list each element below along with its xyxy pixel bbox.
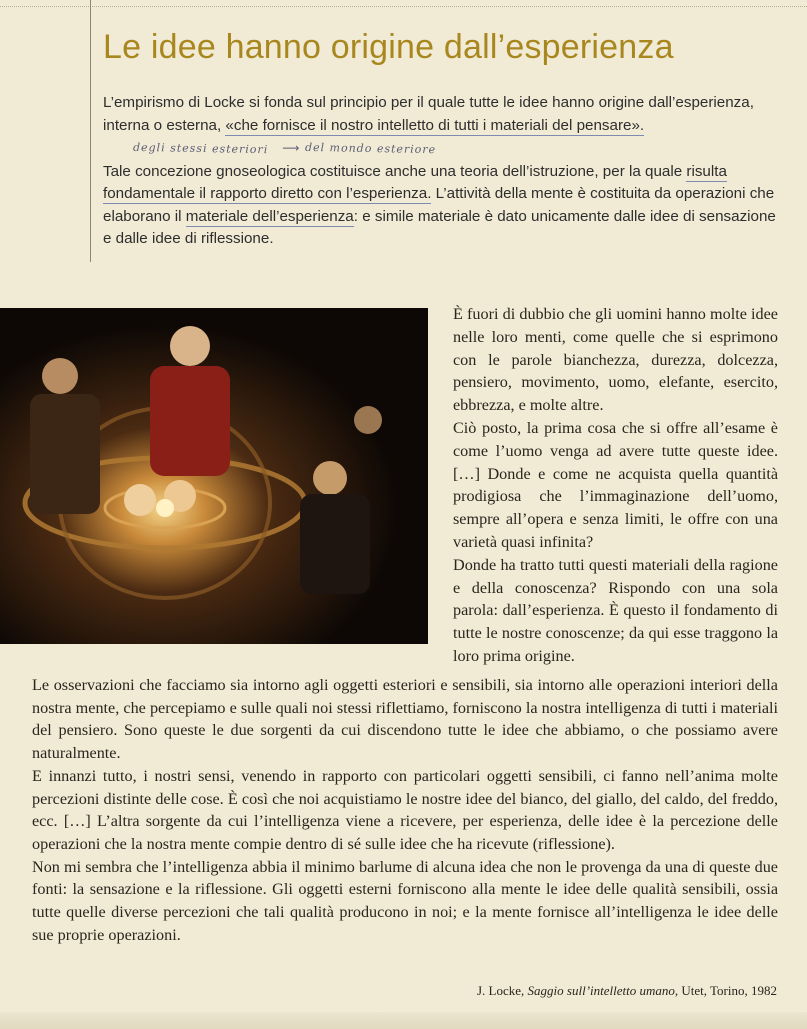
body-paragraph-1: Le osservazioni che facciamo sia intorno agli oggetti esteriori e sensibili, sia intorno alle operazioni interiori della nostra mente, che percepiamo e sulle quali noi stessi riflettiamo, forniscono la nostra intelligenza di tutti i materiali del pensiero. Sono queste le due sorgenti da cui discendono tutte le idee che abbiamo, o che possiamo avere naturalmente. bbox=[32, 676, 778, 763]
page-title: Le idee hanno origine dall’esperienza bbox=[103, 28, 674, 66]
intro-p2-text-c: : e simile materiale è dato unicamente dalle idee di sensazione e dalle idee di riflessione. bbox=[103, 207, 776, 247]
top-dotted-rule bbox=[0, 6, 807, 7]
body-paragraph-2: E innanzi tutto, i nostri sensi, venendo in rapporto con particolari oggetti sensibili, ci fanno nell’anima molte percezioni distinte delle cose. È così che noi acquistiamo le nostre idee del bianco, del giallo, del caldo, del freddo, ecc. […] L’altra sorgente da cui l’intelligenza viene a ricevere, per esperienza, delle idee è la percezione delle operazioni che la nostra mente compie dentro di sé sulle idee che ha ricevute (riflessione). bbox=[32, 766, 778, 853]
body-paragraph-3: Non mi sembra che l’intelligenza abbia il minimo barlume di alcuna idea che non le provenga da una di queste due fonti: la sensazione e la riflessione. Gli oggetti esterni forniscono alla mente le idee delle qualità sensibili, ossia tutte quelle diverse percezioni che tali qualità producono in noi; e la mente fornisce all’intelligenza le idee delle sue proprie operazioni. bbox=[32, 857, 778, 944]
intro-p2-highlight-2: materiale dell’esperienza bbox=[185, 207, 354, 225]
intro-side-rule bbox=[90, 0, 91, 262]
intro-p1-quote: «che fornisce il nostro intelletto di tutti i materiali del pensare». bbox=[225, 116, 645, 134]
quote-body bbox=[32, 674, 778, 946]
intro-p2-text-b: L’attività della mente è costituita da operazioni che elaborano il bbox=[103, 185, 775, 225]
orrery-painting bbox=[0, 308, 428, 644]
handwritten-annotation: degli stessi esteriori bbox=[132, 140, 269, 157]
painting-illustration bbox=[0, 308, 428, 644]
citation-author: J. Locke, bbox=[477, 983, 528, 998]
handwritten-arrow-icon: ⟶ bbox=[282, 141, 300, 155]
handwritten-annotation-2: del mondo esteriore bbox=[305, 140, 437, 157]
quote-side-column bbox=[453, 303, 778, 668]
page-bottom-edge bbox=[0, 1012, 807, 1029]
intro-paragraph-2 bbox=[103, 161, 787, 251]
intro-p2-text-a: Tale concezione gnoseologica costituisce anche una teoria dell’istruzione, per la quale bbox=[103, 162, 687, 180]
intro-box bbox=[103, 92, 787, 251]
intro-paragraph-1 bbox=[103, 92, 787, 161]
side-paragraph-1: È fuori di dubbio che gli uomini hanno molte idee nelle loro menti, come quelle che si esprimono con le parole bianchezza, durezza, dolcezza, pensiero, movimento, uomo, elefante, esercito, ebbrezza, e molte altre. bbox=[453, 305, 778, 415]
intro-p2-highlight: risulta fondamentale il rapporto diretto con l’esperienza. bbox=[103, 162, 727, 202]
side-paragraph-2: Ciò posto, la prima cosa che si offre all’esame è come l’uomo venga ad avere tutte queste idee. […] Donde e come ne acquista quella quantità prodigiosa che l’immaginazione dell’uomo, sempre all’opera e senza limiti, le offre con una varietà quasi infinita? bbox=[453, 418, 778, 551]
citation-work: Saggio sull’intelletto umano bbox=[527, 983, 675, 998]
intro-p1-text: L’empirismo di Locke si fonda sul principio per il quale tutte le idee hanno origine dall’esperienza, interna o esterna, bbox=[103, 94, 754, 134]
citation-publisher: , Utet, Torino, 1982 bbox=[674, 983, 777, 998]
side-paragraph-3: Donde ha tratto tutti questi materiali della ragione e della conoscenza? Rispondo con una sola parola: dall’esperienza. È questo il fondamento di tutte le nostre conoscenze; da qui esse traggono la loro prima origine. bbox=[453, 555, 778, 665]
citation bbox=[477, 983, 777, 999]
